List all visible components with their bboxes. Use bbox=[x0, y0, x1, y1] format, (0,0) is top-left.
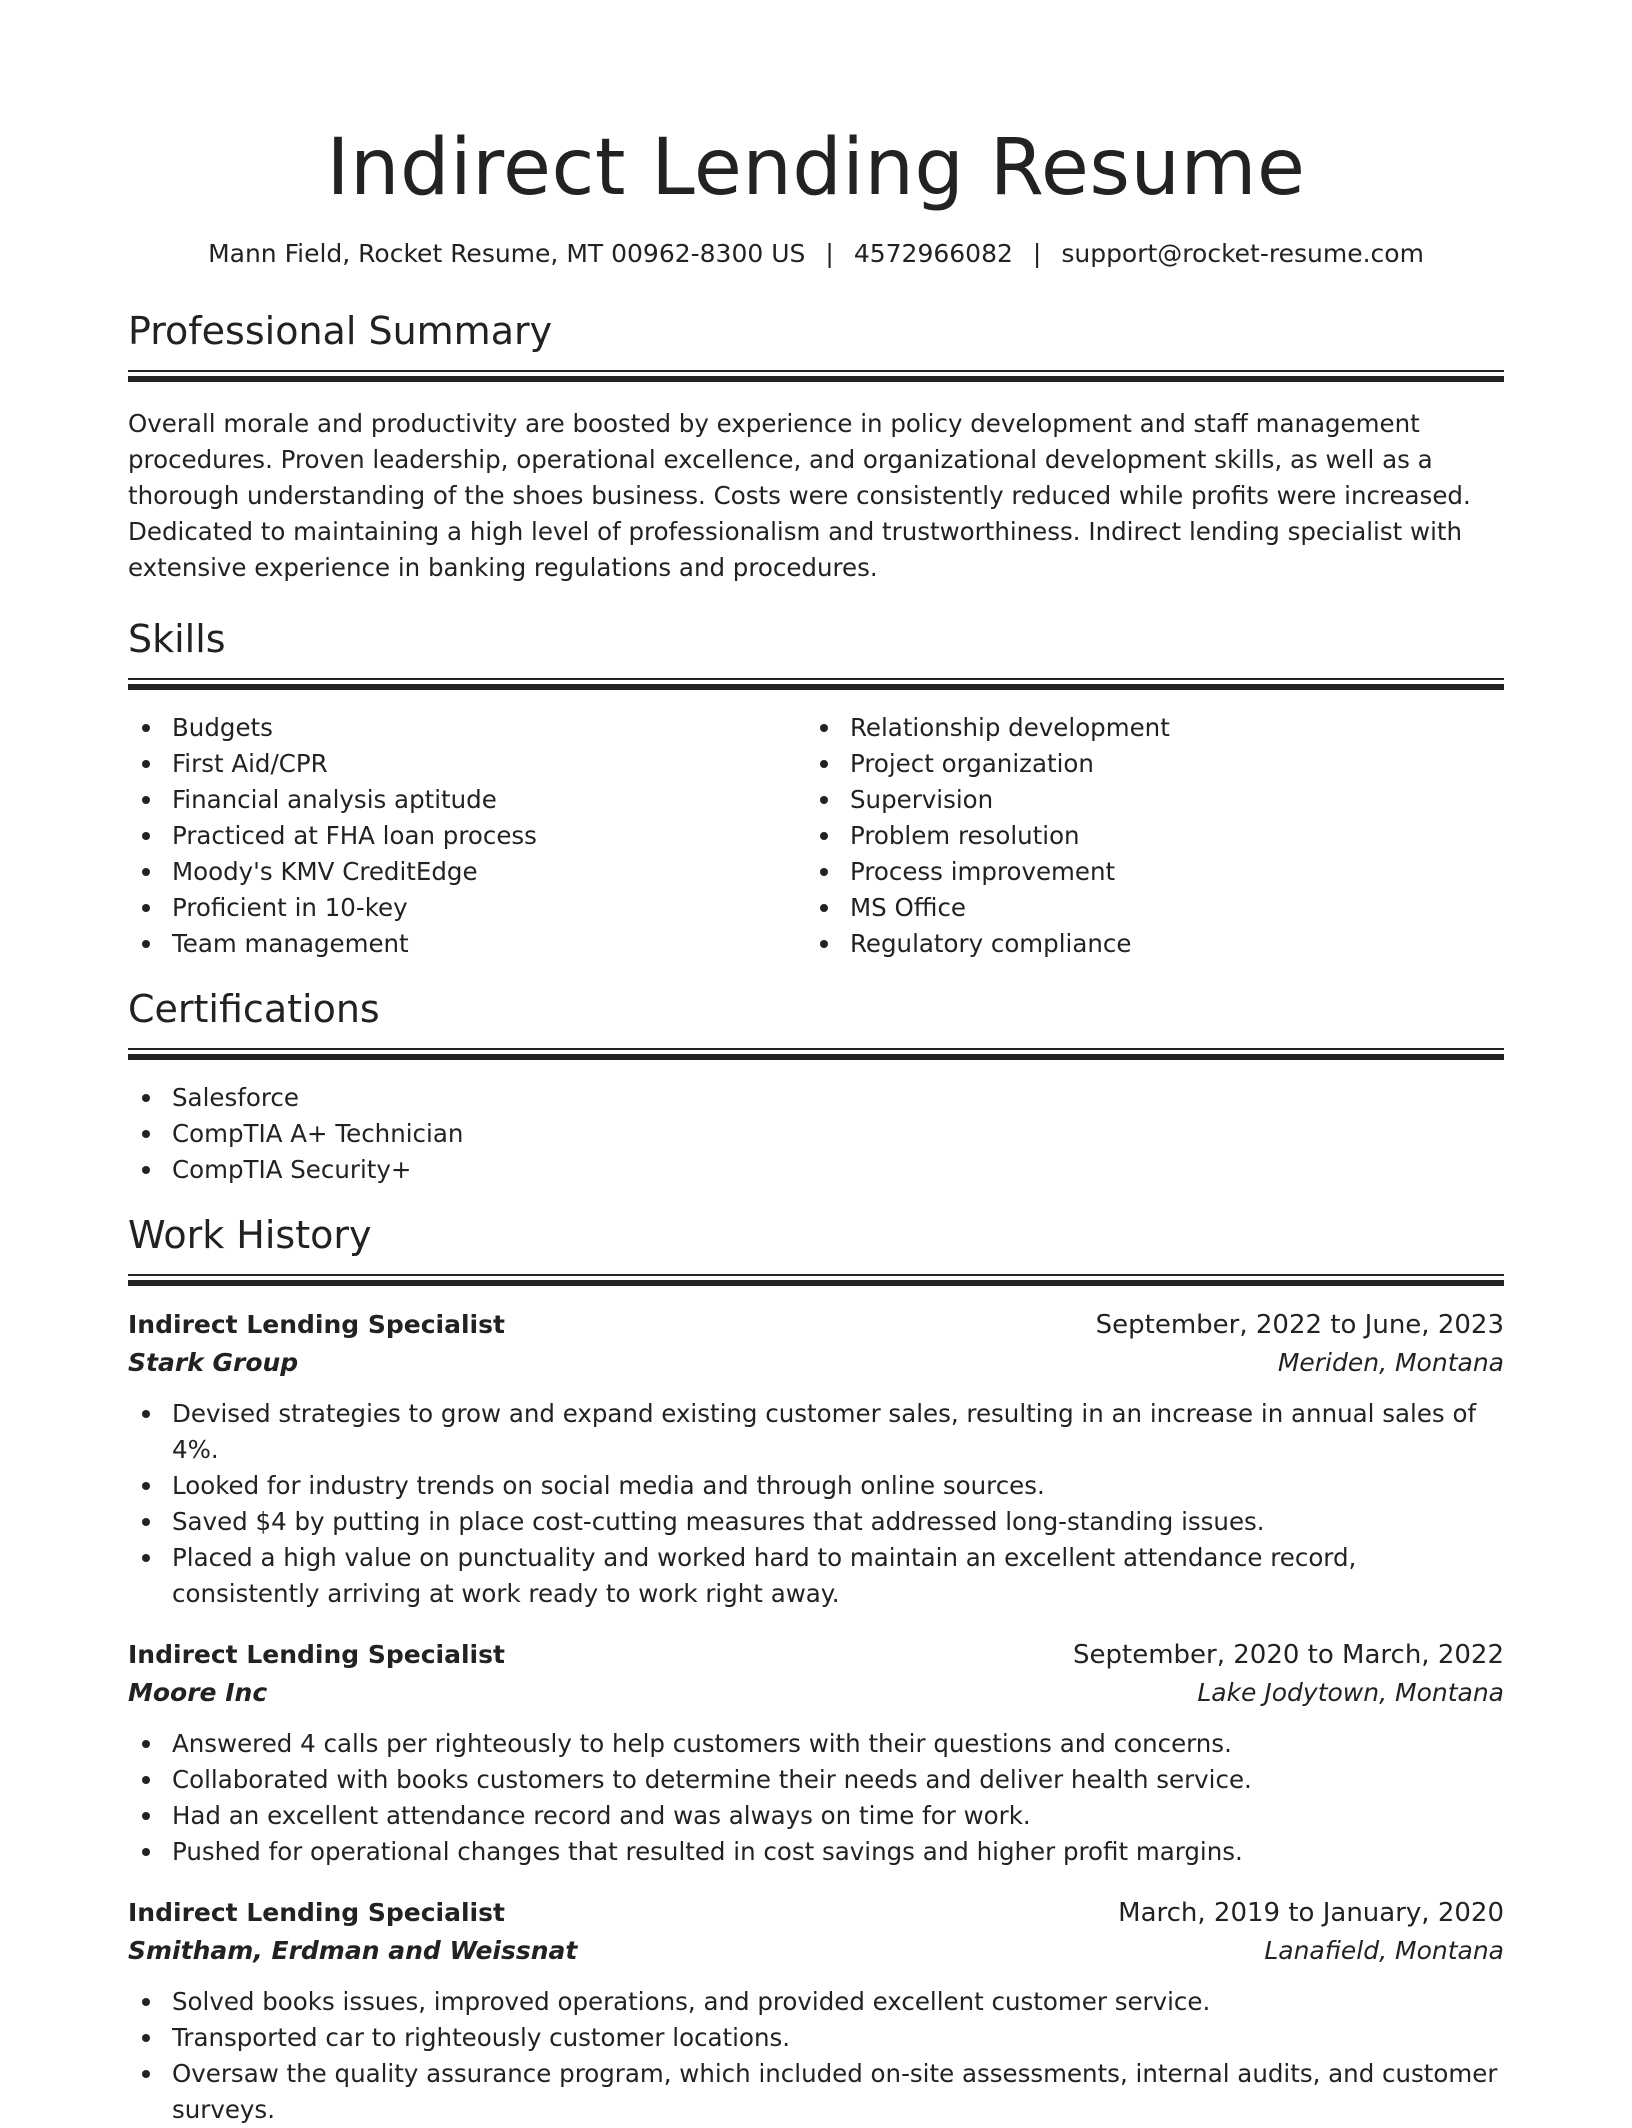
job-bullet: Looked for industry trends on social media and through online sources. bbox=[128, 1468, 1504, 1504]
certification-item: CompTIA A+ Technician bbox=[128, 1116, 1504, 1152]
job-entry bbox=[128, 1636, 1504, 1870]
job-dates: September, 2022 to June, 2023 bbox=[1095, 1310, 1504, 1340]
resume-page bbox=[128, 0, 1504, 2128]
contact-email: support@rocket-resume.com bbox=[1061, 239, 1424, 268]
contact-separator: | bbox=[825, 239, 834, 268]
job-location: Meriden, Montana bbox=[1277, 1348, 1504, 1377]
certifications-list bbox=[128, 1080, 1504, 1188]
section-title-skills: Skills bbox=[128, 617, 226, 661]
job-bullet: Oversaw the quality assurance program, which included on-site assessments, internal audits, and customer surveys. bbox=[128, 2056, 1504, 2128]
contact-separator: | bbox=[1032, 239, 1042, 268]
contact-line bbox=[128, 236, 1504, 272]
summary-text: Overall morale and productivity are boosted by experience in policy development and staff management procedures. Proven leadership, operational excellence, and organizational development skills, as well as a thorough understanding of the shoes business. Costs were consistently reduced while profits were increased. Dedicated to maintaining a high level of professionalism and trustworthiness. Indirect lending specialist with extensive experience in banking regulations and procedures. bbox=[128, 409, 1471, 582]
skill-item: Process improvement bbox=[806, 854, 1484, 890]
contact-address: Mann Field, Rocket Resume, MT 00962-8300 US bbox=[208, 239, 806, 268]
skill-item: Regulatory compliance bbox=[806, 926, 1484, 962]
skill-item: Relationship development bbox=[806, 710, 1484, 746]
job-bullet: Collaborated with books customers to determine their needs and deliver health service. bbox=[128, 1762, 1504, 1798]
job-dates: March, 2019 to January, 2020 bbox=[1118, 1898, 1504, 1928]
job-company: Moore Inc bbox=[128, 1678, 268, 1707]
section-title-work-history: Work History bbox=[128, 1213, 372, 1257]
job-bullets bbox=[128, 1984, 1504, 2128]
job-bullet: Placed a high value on punctuality and worked hard to maintain an excellent attendance record, consistently arriving at work ready to work right away. bbox=[128, 1540, 1504, 1612]
job-bullet: Devised strategies to grow and expand existing customer sales, resulting in an increase in annual sales of 4%. bbox=[128, 1396, 1504, 1468]
section-title-certifications: Certifications bbox=[128, 987, 380, 1031]
job-bullet: Transported car to righteously customer locations. bbox=[128, 2020, 1504, 2056]
summary-section bbox=[128, 306, 1504, 586]
job-bullet: Had an excellent attendance record and was always on time for work. bbox=[128, 1798, 1504, 1834]
section-divider bbox=[128, 678, 1504, 680]
job-bullets bbox=[128, 1396, 1504, 1612]
skill-item: Team management bbox=[128, 926, 806, 962]
skill-item: First Aid/CPR bbox=[128, 746, 806, 782]
section-title-summary: Professional Summary bbox=[128, 309, 553, 353]
job-bullets bbox=[128, 1726, 1504, 1870]
skill-item: Moody's KMV CreditEdge bbox=[128, 854, 806, 890]
skill-item: Practiced at FHA loan process bbox=[128, 818, 806, 854]
certifications-section bbox=[128, 984, 1504, 1188]
section-divider bbox=[128, 1274, 1504, 1276]
section-divider bbox=[128, 370, 1504, 372]
skill-item: Project organization bbox=[806, 746, 1484, 782]
job-entry bbox=[128, 1306, 1504, 1612]
job-location: Lanafield, Montana bbox=[1264, 1936, 1504, 1965]
skill-item: Financial analysis aptitude bbox=[128, 782, 806, 818]
job-company: Smitham, Erdman and Weissnat bbox=[128, 1936, 578, 1965]
certification-item: Salesforce bbox=[128, 1080, 1504, 1116]
job-company: Stark Group bbox=[128, 1348, 299, 1377]
job-title: Indirect Lending Specialist bbox=[128, 1310, 505, 1339]
job-location: Lake Jodytown, Montana bbox=[1197, 1678, 1504, 1707]
job-title: Indirect Lending Specialist bbox=[128, 1640, 505, 1669]
resume-title: Indirect Lending Resume bbox=[326, 123, 1306, 213]
work-history-section bbox=[128, 1210, 1504, 2128]
skill-item: Problem resolution bbox=[806, 818, 1484, 854]
contact-phone: 4572966082 bbox=[853, 239, 1013, 268]
skill-item: MS Office bbox=[806, 890, 1484, 926]
skills-column-left bbox=[128, 710, 806, 962]
job-entry bbox=[128, 1894, 1504, 2128]
job-bullet: Answered 4 calls per righteously to help customers with their questions and concerns. bbox=[128, 1726, 1504, 1762]
skills-column-right bbox=[806, 710, 1484, 962]
skill-item: Proficient in 10-key bbox=[128, 890, 806, 926]
job-bullet: Pushed for operational changes that resulted in cost savings and higher profit margins. bbox=[128, 1834, 1504, 1870]
skills-section bbox=[128, 614, 1504, 962]
job-dates: September, 2020 to March, 2022 bbox=[1073, 1640, 1504, 1670]
skill-item: Supervision bbox=[806, 782, 1484, 818]
job-bullet: Solved books issues, improved operations, and provided excellent customer service. bbox=[128, 1984, 1504, 2020]
job-bullet: Saved $4 by putting in place cost-cutting measures that addressed long-standing issues. bbox=[128, 1504, 1504, 1540]
skills-grid bbox=[128, 710, 1504, 962]
certification-item: CompTIA Security+ bbox=[128, 1152, 1504, 1188]
skill-item: Budgets bbox=[128, 710, 806, 746]
section-divider bbox=[128, 1048, 1504, 1050]
job-title: Indirect Lending Specialist bbox=[128, 1898, 505, 1927]
